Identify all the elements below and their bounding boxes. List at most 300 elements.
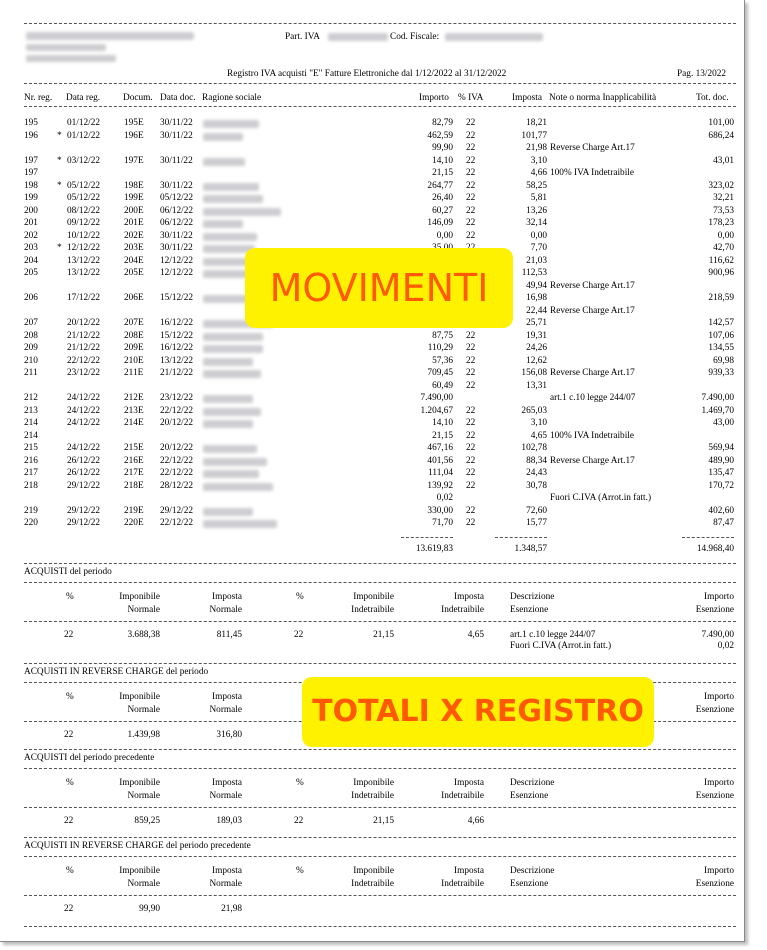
row-perc-iva: 22 <box>466 406 476 416</box>
row-importo: 139,92 <box>427 481 453 491</box>
row-importo: 709,45 <box>427 368 453 378</box>
hdr-imponibile-normale-2: Normale <box>127 791 160 801</box>
row-nr-reg: 197 <box>24 156 38 166</box>
hdr-importo-esenzione: Importo <box>704 778 734 788</box>
columns-rule <box>24 106 736 107</box>
row-tot-doc: 43,00 <box>713 418 734 428</box>
hdr-imponibile-indet-2: Indetraibile <box>351 879 394 889</box>
row-docum: 202E <box>124 231 144 241</box>
row-note: Reverse Charge Art.17 <box>550 368 635 378</box>
total-importo-rule <box>401 537 453 538</box>
row-data-doc: 30/11/22 <box>160 131 193 141</box>
row-importo: 7.490,00 <box>420 393 453 403</box>
row-imposta: 58,25 <box>526 181 547 191</box>
row-docum: 212E <box>124 393 144 403</box>
hdr-imposta-normale-2: Normale <box>209 791 242 801</box>
val-imposta-normale: 21,98 <box>221 904 242 914</box>
row-imposta: 4,66 <box>530 168 547 178</box>
row-nr-reg: 195 <box>24 118 38 128</box>
total-imposta: 1.348,57 <box>514 544 547 554</box>
row-importo: 60,49 <box>432 381 453 391</box>
section-title: ACQUISTI del periodo <box>24 567 112 577</box>
row-nr-reg: 219 <box>24 506 38 516</box>
row-imposta: 112,53 <box>521 268 547 278</box>
row-perc-iva: 22 <box>466 231 476 241</box>
redacted-ragione-sociale <box>203 233 257 241</box>
row-tot-doc: 939,33 <box>708 368 734 378</box>
row-tot-doc: 0,00 <box>717 231 734 241</box>
row-data-doc: 13/12/22 <box>160 356 194 366</box>
row-imposta: 5,81 <box>530 193 547 203</box>
row-data-reg: 03/12/22 <box>67 156 101 166</box>
row-perc-iva: 22 <box>466 118 476 128</box>
col-note: Note o norma Inapplicabilità <box>549 93 657 103</box>
hdr-imponibile-normale-2: Normale <box>127 705 160 715</box>
hdr-imponibile-normale-2: Normale <box>127 605 160 615</box>
row-nr-reg: 214 <box>24 431 38 441</box>
row-perc-iva: 22 <box>466 443 476 453</box>
hdr-importo-esenzione-2: Esenzione <box>695 605 734 615</box>
row-imposta: 24,43 <box>526 468 547 478</box>
row-note: Reverse Charge Art.17 <box>550 306 635 316</box>
row-data-reg: 13/12/22 <box>67 256 101 266</box>
row-nr-reg: 198 <box>24 181 38 191</box>
section-title-rule <box>24 856 736 857</box>
val-perc-2: 22 <box>294 816 304 826</box>
row-data-doc: 29/12/22 <box>160 506 194 516</box>
redacted-ragione-sociale <box>203 183 259 191</box>
redacted-part-iva <box>328 33 388 41</box>
row-data-reg: 09/12/22 <box>67 218 101 228</box>
hdr-imponibile-normale-2: Normale <box>127 879 160 889</box>
row-imposta: 21,98 <box>526 143 547 153</box>
row-docum: 209E <box>124 343 144 353</box>
row-imposta: 30,78 <box>526 481 547 491</box>
row-imposta: 13,31 <box>526 381 547 391</box>
hdr-imponibile-normale: Imponibile <box>119 866 160 876</box>
row-perc-iva: 22 <box>466 343 476 353</box>
row-data-reg: 01/12/22 <box>67 118 101 128</box>
row-data-reg: 26/12/22 <box>67 468 101 478</box>
row-docum: 200E <box>124 206 144 216</box>
row-imposta: 13,26 <box>526 206 547 216</box>
row-docum: 211E <box>124 368 144 378</box>
row-data-reg: 21/12/22 <box>67 343 101 353</box>
row-imposta: 21,03 <box>526 256 547 266</box>
section-top-rule <box>24 563 736 564</box>
row-importo: 26,40 <box>432 193 453 203</box>
row-data-doc: 23/12/22 <box>160 393 194 403</box>
row-perc-iva: 22 <box>466 218 476 228</box>
row-perc-iva: 22 <box>466 418 476 428</box>
row-data-doc: 15/12/22 <box>160 293 194 303</box>
hdr-imponibile-normale: Imponibile <box>119 592 160 602</box>
row-data-reg: 05/12/22 <box>67 181 101 191</box>
hdr-descrizione: Descrizione <box>510 778 555 788</box>
redacted-ragione-sociale <box>203 120 259 128</box>
row-perc-iva: 22 <box>466 368 476 378</box>
hdr-importo-esenzione: Importo <box>704 592 734 602</box>
hdr-importo-esenzione-2: Esenzione <box>695 705 734 715</box>
row-data-doc: 22/12/22 <box>160 518 194 528</box>
page-number: Pag. 13/2022 <box>677 69 727 79</box>
row-perc-iva: 22 <box>466 518 476 528</box>
row-perc-iva: 22 <box>466 206 476 216</box>
row-tot-doc: 402,60 <box>708 506 734 516</box>
row-docum: 195E <box>124 118 144 128</box>
row-imposta: 0,00 <box>530 231 547 241</box>
redacted-ragione-sociale <box>203 395 253 403</box>
row-nr-reg: 213 <box>24 406 38 416</box>
val-imponibile-normale: 3.688,38 <box>127 630 160 640</box>
row-data-doc: 22/12/22 <box>160 406 194 416</box>
row-imposta: 102,78 <box>521 443 547 453</box>
row-data-doc: 05/12/22 <box>160 193 194 203</box>
hdr-imposta-indet: Imposta <box>454 866 484 876</box>
row-data-reg: 20/12/22 <box>67 318 101 328</box>
redacted-ragione-sociale <box>203 508 253 516</box>
totali-overlay-label: TOTALI X REGISTRO <box>302 677 654 747</box>
row-docum: 210E <box>124 356 144 366</box>
redacted-ragione-sociale <box>203 520 277 528</box>
row-nr-reg: 202 <box>24 231 38 241</box>
row-imposta: 49,94 <box>526 281 547 291</box>
val-imponibile-normale: 1.439,98 <box>127 730 160 740</box>
section-header-rule <box>24 621 736 622</box>
row-data-reg: 24/12/22 <box>67 418 101 428</box>
row-note: 100% IVA Indetraibile <box>550 168 634 178</box>
row-docum: 218E <box>124 481 144 491</box>
total-importo: 13.619,83 <box>415 544 453 554</box>
row-tot-doc: 900,96 <box>708 268 734 278</box>
row-importo: 60,27 <box>432 206 453 216</box>
row-tot-doc: 323,02 <box>708 181 734 191</box>
row-tot-doc: 134,55 <box>708 343 734 353</box>
val-perc: 22 <box>64 730 74 740</box>
redacted-address-1 <box>26 44 106 51</box>
hdr-perc: % <box>66 778 74 788</box>
row-data-doc: 22/12/22 <box>160 468 194 478</box>
redacted-ragione-sociale <box>203 408 261 416</box>
row-nr-reg: 209 <box>24 343 38 353</box>
row-importo: 146,09 <box>427 218 453 228</box>
row-note: Reverse Charge Art.17 <box>550 143 635 153</box>
hdr-descrizione-2: Esenzione <box>510 791 549 801</box>
hdr-importo-esenzione: Importo <box>704 692 734 702</box>
section-title: ACQUISTI IN REVERSE CHARGE del periodo precedente <box>24 841 251 851</box>
row-data-reg: 13/12/22 <box>67 268 101 278</box>
row-perc-iva: 22 <box>466 506 476 516</box>
row-imposta: 15,77 <box>526 518 547 528</box>
row-docum: 214E <box>124 418 144 428</box>
hdr-descrizione-2: Esenzione <box>510 605 549 615</box>
redacted-ragione-sociale <box>203 158 245 166</box>
row-perc-iva: 22 <box>466 193 476 203</box>
row-docum: 197E <box>124 156 144 166</box>
row-imposta: 18,21 <box>526 118 547 128</box>
hdr-importo-esenzione: Importo <box>704 866 734 876</box>
row-docum: 215E <box>124 443 144 453</box>
col-data-doc: Data doc. <box>160 93 196 103</box>
row-data-reg: 23/12/22 <box>67 368 101 378</box>
movimenti-overlay-label: MOVIMENTI <box>245 248 513 328</box>
row-data-doc: 12/12/22 <box>160 268 194 278</box>
row-data-doc: 22/12/22 <box>160 456 194 466</box>
row-imposta: 101,77 <box>521 131 547 141</box>
hdr-descrizione-2: Esenzione <box>510 879 549 889</box>
row-nr-reg: 204 <box>24 256 38 266</box>
row-perc-iva: 22 <box>466 156 476 166</box>
redacted-ragione-sociale <box>203 420 253 428</box>
row-perc-iva: 22 <box>466 168 476 178</box>
hdr-imposta-indet-2: Indetraibile <box>441 879 484 889</box>
row-tot-doc: 489,90 <box>708 456 734 466</box>
row-perc-iva: 22 <box>466 456 476 466</box>
row-perc-iva: 22 <box>466 381 476 391</box>
row-docum: 219E <box>124 506 144 516</box>
redacted-ragione-sociale <box>203 208 281 216</box>
col-tot-doc: Tot. doc. <box>696 93 729 103</box>
row-importo: 87,75 <box>432 331 453 341</box>
total-imposta-rule <box>495 537 547 538</box>
row-importo: 467,16 <box>427 443 453 453</box>
row-tot-doc: 142,57 <box>708 318 734 328</box>
row-importo: 57,36 <box>432 356 453 366</box>
row-data-doc: 28/12/22 <box>160 481 194 491</box>
row-star: * <box>57 181 62 191</box>
val-perc: 22 <box>64 630 74 640</box>
row-imposta: 265,03 <box>521 406 547 416</box>
row-data-reg: 24/12/22 <box>67 393 101 403</box>
row-imposta: 3,10 <box>530 418 547 428</box>
row-imposta: 19,31 <box>526 331 547 341</box>
row-data-doc: 12/12/22 <box>160 256 194 266</box>
row-data-reg: 29/12/22 <box>67 481 101 491</box>
row-docum: 207E <box>124 318 144 328</box>
col-imposta: Imposta <box>512 93 542 103</box>
col-docum: Docum. <box>123 93 153 103</box>
row-data-doc: 06/12/22 <box>160 206 194 216</box>
section-top-rule <box>24 837 736 838</box>
row-tot-doc: 569,94 <box>708 443 734 453</box>
row-perc-iva: 22 <box>466 481 476 491</box>
hdr-imponibile-normale: Imponibile <box>119 778 160 788</box>
row-data-reg: 10/12/22 <box>67 231 101 241</box>
row-data-reg: 26/12/22 <box>67 456 101 466</box>
part-iva-label: Part. IVA <box>285 32 320 42</box>
section-header-rule <box>24 895 736 896</box>
row-nr-reg: 212 <box>24 393 38 403</box>
row-imposta: 7,70 <box>530 243 547 253</box>
row-imposta: 24,26 <box>526 343 547 353</box>
hdr-imponibile-indet-2: Indetraibile <box>351 605 394 615</box>
row-data-doc: 30/11/22 <box>160 156 193 166</box>
row-docum: 208E <box>124 331 144 341</box>
hdr-imponibile-indet-2: Indetraibile <box>351 791 394 801</box>
row-tot-doc: 73,53 <box>713 206 734 216</box>
row-data-reg: 08/12/22 <box>67 206 101 216</box>
hdr-imposta-normale-2: Normale <box>209 879 242 889</box>
cod-fiscale-label: Cod. Fiscale: <box>390 32 440 42</box>
row-data-doc: 20/12/22 <box>160 418 194 428</box>
row-tot-doc: 69,98 <box>713 356 734 366</box>
val-imposta-normale: 811,45 <box>216 630 242 640</box>
row-docum: 213E <box>124 406 144 416</box>
row-docum: 196E <box>124 131 144 141</box>
row-data-reg: 22/12/22 <box>67 356 101 366</box>
val-imponibile-normale: 859,25 <box>134 816 160 826</box>
row-nr-reg: 211 <box>24 368 38 378</box>
row-importo: 99,90 <box>432 143 453 153</box>
row-docum: 198E <box>124 181 144 191</box>
row-perc-iva: 22 <box>466 356 476 366</box>
redacted-ragione-sociale <box>203 220 243 228</box>
section-top-rule <box>24 663 736 664</box>
hdr-perc: % <box>66 592 74 602</box>
row-importo: 110,29 <box>427 343 453 353</box>
row-imposta: 72,60 <box>526 506 547 516</box>
redacted-company-name <box>26 32 194 40</box>
val-descrizione-2: Fuori C.IVA (Arrot.in fatt.) <box>510 641 612 651</box>
hdr-imposta-normale: Imposta <box>212 778 242 788</box>
row-docum: 204E <box>124 256 144 266</box>
hdr-imposta-indet: Imposta <box>454 778 484 788</box>
hdr-imposta-normale-2: Normale <box>209 605 242 615</box>
row-data-doc: 20/12/22 <box>160 443 194 453</box>
row-perc-iva: 22 <box>466 331 476 341</box>
row-tot-doc: 170,72 <box>708 481 734 491</box>
row-nr-reg: 197 <box>24 168 38 178</box>
page-bottom-rule <box>24 926 736 927</box>
row-importo: 1.204,67 <box>420 406 453 416</box>
row-tot-doc: 7.490,00 <box>701 393 734 403</box>
hdr-imposta-normale-2: Normale <box>209 705 242 715</box>
hdr-imposta-indet: Imposta <box>454 592 484 602</box>
row-docum: 216E <box>124 456 144 466</box>
hdr-imponibile-indet: Imponibile <box>353 866 394 876</box>
row-nr-reg: 216 <box>24 456 38 466</box>
row-importo: 14,10 <box>432 156 453 166</box>
row-perc-iva: 22 <box>466 143 476 153</box>
row-note: Fuori C.IVA (Arrot.in fatt.) <box>550 493 652 503</box>
row-tot-doc: 686,24 <box>708 131 734 141</box>
row-docum: 205E <box>124 268 144 278</box>
row-tot-doc: 116,62 <box>708 256 734 266</box>
row-nr-reg: 205 <box>24 268 38 278</box>
row-importo: 462,59 <box>427 131 453 141</box>
row-data-reg: 29/12/22 <box>67 506 101 516</box>
val-imposta-indet: 4,65 <box>467 630 484 640</box>
row-nr-reg: 217 <box>24 468 38 478</box>
val-esenzione-1: 7.490,00 <box>701 630 734 640</box>
row-tot-doc: 107,06 <box>708 331 734 341</box>
redacted-ragione-sociale <box>203 133 243 141</box>
row-perc-iva: 22 <box>466 468 476 478</box>
redacted-ragione-sociale <box>203 470 259 478</box>
row-note: 100% IVA Indetraibile <box>550 431 634 441</box>
row-imposta: 22,44 <box>526 306 547 316</box>
row-nr-reg: 200 <box>24 206 38 216</box>
row-star: * <box>57 131 62 141</box>
hdr-imposta-normale: Imposta <box>212 592 242 602</box>
row-data-reg: 24/12/22 <box>67 443 101 453</box>
row-imposta: 88,34 <box>526 456 547 466</box>
redacted-cod-fiscale <box>445 33 543 41</box>
row-note: Reverse Charge Art.17 <box>550 456 635 466</box>
section-title: ACQUISTI del periodo precedente <box>24 753 155 763</box>
redacted-ragione-sociale <box>203 458 267 466</box>
row-imposta: 156,08 <box>521 368 547 378</box>
hdr-perc-2: % <box>296 866 304 876</box>
row-nr-reg: 196 <box>24 131 38 141</box>
row-nr-reg: 203 <box>24 243 38 253</box>
hdr-imponibile-indet: Imponibile <box>353 592 394 602</box>
row-imposta: 16,98 <box>526 293 547 303</box>
row-tot-doc: 135,47 <box>708 468 734 478</box>
row-data-doc: 16/12/22 <box>160 343 194 353</box>
row-docum: 199E <box>124 193 144 203</box>
row-tot-doc: 87,47 <box>713 518 734 528</box>
val-imponibile-normale: 99,90 <box>139 904 160 914</box>
val-esenzione-2: 0,02 <box>717 641 734 651</box>
row-note: art.1 c.10 legge 244/07 <box>550 393 636 403</box>
row-data-reg: 24/12/22 <box>67 406 101 416</box>
row-data-doc: 06/12/22 <box>160 218 194 228</box>
redacted-ragione-sociale <box>203 195 263 203</box>
col-ragione-sociale: Ragione sociale <box>202 93 262 103</box>
row-imposta: 25,71 <box>526 318 547 328</box>
val-descrizione-1: art.1 c.10 legge 244/07 <box>510 630 596 640</box>
section-title: ACQUISTI IN REVERSE CHARGE del periodo <box>24 667 209 677</box>
row-perc-iva: 22 <box>466 181 476 191</box>
row-importo: 111,04 <box>428 468 453 478</box>
section-top-rule <box>24 749 736 750</box>
col-nr-reg: Nr. reg. <box>24 93 53 103</box>
row-importo: 0,00 <box>436 231 453 241</box>
row-importo: 71,70 <box>432 518 453 528</box>
row-importo: 264,77 <box>427 181 453 191</box>
row-tot-doc: 101,00 <box>708 118 734 128</box>
redacted-ragione-sociale <box>203 333 263 341</box>
hdr-perc-2: % <box>296 592 304 602</box>
hdr-perc-2: % <box>296 778 304 788</box>
row-nr-reg: 210 <box>24 356 38 366</box>
hdr-descrizione: Descrizione <box>510 866 555 876</box>
col-data-reg: Data reg. <box>66 93 101 103</box>
row-perc-iva: 22 <box>466 131 476 141</box>
redacted-address-2 <box>26 55 116 62</box>
section-title-rule <box>24 582 736 583</box>
row-tot-doc: 43,01 <box>713 156 734 166</box>
col-importo: Importo <box>419 93 449 103</box>
row-imposta: 4,65 <box>530 431 547 441</box>
row-imposta: 32,14 <box>526 218 547 228</box>
row-data-doc: 21/12/22 <box>160 368 194 378</box>
row-data-reg: 21/12/22 <box>67 331 101 341</box>
section-header-rule <box>24 807 736 808</box>
row-importo: 0,02 <box>436 493 453 503</box>
register-title: Registro IVA acquisti "E" Fatture Elettroniche dal 1/12/2022 al 31/12/2022 <box>227 69 507 79</box>
row-docum: 201E <box>124 218 144 228</box>
val-imponibile-indet: 21,15 <box>373 816 394 826</box>
row-data-doc: 15/12/22 <box>160 331 194 341</box>
row-data-reg: 05/12/22 <box>67 193 101 203</box>
hdr-importo-esenzione-2: Esenzione <box>695 879 734 889</box>
row-nr-reg: 215 <box>24 443 38 453</box>
col-perc-iva: % IVA <box>458 93 484 103</box>
hdr-imposta-indet-2: Indetraibile <box>441 605 484 615</box>
row-docum: 220E <box>124 518 144 528</box>
